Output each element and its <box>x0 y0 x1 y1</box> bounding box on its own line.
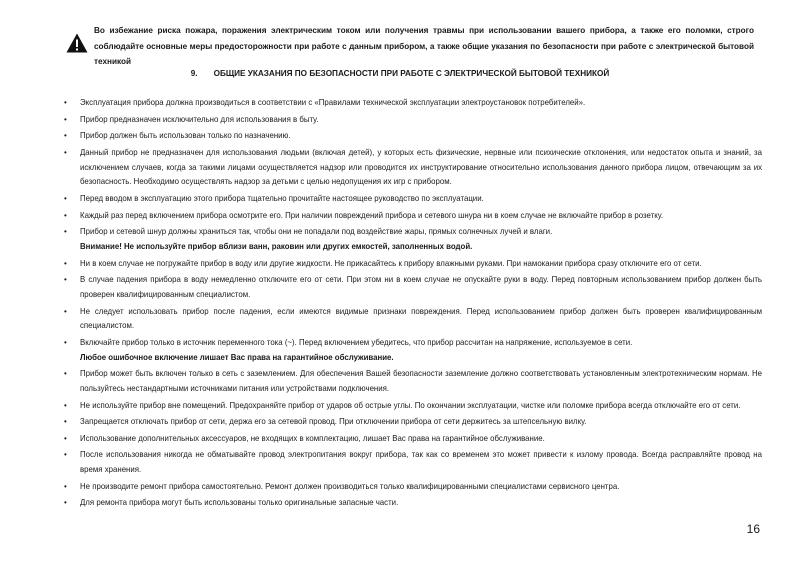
list-item-text: Каждый раз перед включением прибора осмотрите его. При наличии повреждений прибора и сетевого шнура ни в коем случае не включайте прибор в розетку. <box>80 210 664 220</box>
list-item <box>64 225 762 255</box>
section-heading <box>0 69 800 78</box>
bullet-icon: • <box>64 481 67 491</box>
list-item <box>64 146 762 190</box>
list-item-text: Включайте прибор только в источник переменного тока (~). Перед включением убедитесь, что прибор рассчитан на напряжение, используемое в сети. <box>80 337 633 347</box>
list-item-text: Запрещается отключать прибор от сети, держа его за сетевой провод. При отключении прибора от сети держитесь за штепсельную вилку. <box>80 417 587 427</box>
list-item <box>64 448 762 478</box>
bullet-icon: • <box>64 275 67 285</box>
attention-note: Любое ошибочное включение лишает Вас права на гарантийное обслуживание. <box>80 352 394 362</box>
bullet-icon: • <box>64 147 67 157</box>
bullet-icon: • <box>64 369 67 379</box>
bullet-icon: • <box>64 306 67 316</box>
list-item <box>64 336 762 366</box>
list-item-text: Использование дополнительных аксессуаров, не входящих в комплектацию, лишает Вас права на гарантийное обслуживание. <box>80 433 545 443</box>
list-item <box>64 399 762 414</box>
list-item-text: В случае падения прибора в воду немедленно отключите его от сети. При этом ни в коем случае не опускайте руки в воду. Перед повторным использованием прибор должен быть проверен квалифицированным специалистом. <box>80 275 762 299</box>
list-item-text: Прибор должен быть использован только по назначению. <box>80 131 291 141</box>
bullet-icon: • <box>64 227 67 237</box>
list-item-text: Не следует использовать прибор после падения, если имеются видимые признаки повреждения. Перед использованием прибор должен быть проверен квалифицированным специалистом. <box>80 306 762 331</box>
list-item <box>64 257 762 272</box>
bullet-icon: • <box>64 337 67 347</box>
safety-instructions-list <box>64 96 762 513</box>
bullet-icon: • <box>64 98 67 107</box>
list-item <box>64 273 762 303</box>
warning-text: Во избежание риска пожара, поражения электрическим током или получения травмы при использовании вашего прибора, а также его поломки, строго соблюдайте основные меры предосторожности при работе с данным прибором, а также общие указания по безопасности при работе с электрической бытовой техникой <box>94 26 754 66</box>
list-item-text: Прибор предназначен исключительно для использования в быту. <box>80 114 319 124</box>
bullet-icon: • <box>64 400 67 410</box>
attention-note: Внимание! Не используйте прибор вблизи ванн, раковин или других емкостей, заполненных водой. <box>80 241 473 251</box>
section-title: ОБЩИЕ УКАЗАНИЯ ПО БЕЗОПАСНОСТИ ПРИ РАБОТЕ С ЭЛЕКТРИЧЕСКОЙ БЫТОВОЙ ТЕХНИКОЙ <box>213 69 610 78</box>
list-item-text: Прибор и сетевой шнур должны храниться так, чтобы они не попадали под воздействие жары, прямых солнечных лучей и влаги. <box>80 227 553 237</box>
list-item-text: Прибор может быть включен только в сеть с заземлением. Для обеспечения Вашей безопасности заземление должно соответствовать установленным электротехническим нормам. Не пользуйтесь нестандартными источниками питания или устройствами подключения. <box>80 369 762 394</box>
list-item-text: Для ремонта прибора могут быть использованы только оригинальные запасные части. <box>80 498 399 508</box>
bullet-icon: • <box>64 498 67 508</box>
list-item <box>64 415 762 430</box>
list-item-text: Не используйте прибор вне помещений. Предохраняйте прибор от ударов об острые углы. По окончании эксплуатации, чистке или поломке прибора всегда отключайте его от сети. <box>80 400 741 410</box>
list-item <box>64 209 762 224</box>
bullet-icon: • <box>64 114 67 124</box>
bullet-icon: • <box>64 193 67 203</box>
list-item-text: Данный прибор не предназначен для использования людьми (включая детей), у которых есть физические, нервные или психические отклонения, или недостаток опыта и знаний, за исключением случаев, когда за такими лицами осуществляется надзор или проводится их инструктирование относительно использования данного прибора лицом, отвечающим за их безопасность. Необходимо осуществлять надзор за детьми с целью недопущения их игр с прибором. <box>80 147 762 187</box>
list-item <box>64 496 762 511</box>
list-item-text: Не производите ремонт прибора самостоятельно. Ремонт должен производиться только квалифицированными специалистами сервисного центра. <box>80 481 620 491</box>
list-item-text: Эксплуатация прибора должна производиться в соответствии с «Правилами технической эксплуатации электроустановок потребителей». <box>80 98 586 107</box>
list-item <box>64 129 762 144</box>
bullet-icon: • <box>64 131 67 141</box>
list-item <box>64 367 762 397</box>
section-number: 9. <box>190 69 198 78</box>
list-item <box>64 113 762 128</box>
bullet-icon: • <box>64 450 67 460</box>
list-item <box>64 192 762 207</box>
list-item <box>64 480 762 495</box>
warning-triangle-icon <box>66 33 88 53</box>
list-item <box>64 305 762 335</box>
list-item-text: Ни в коем случае не погружайте прибор в воду или другие жидкости. Не прикасайтесь к прибору влажными руками. При намокании прибора сразу отключите его от сети. <box>80 258 702 268</box>
list-item-text: Перед вводом в эксплуатацию этого прибора тщательно прочитайте настоящее руководство по эксплуатации. <box>80 193 484 203</box>
list-item-text: После использования никогда не обматывайте провод электропитания вокруг прибора, так как со временем это может привести к излому провода. Всегда расправляйте провод на время хранения. <box>80 450 762 475</box>
bullet-icon: • <box>64 433 67 443</box>
page-number: 16 <box>746 522 760 536</box>
bullet-icon: • <box>64 417 67 427</box>
list-item <box>64 432 762 447</box>
bullet-icon: • <box>64 258 67 268</box>
bullet-icon: • <box>64 210 67 220</box>
list-item <box>64 96 762 111</box>
